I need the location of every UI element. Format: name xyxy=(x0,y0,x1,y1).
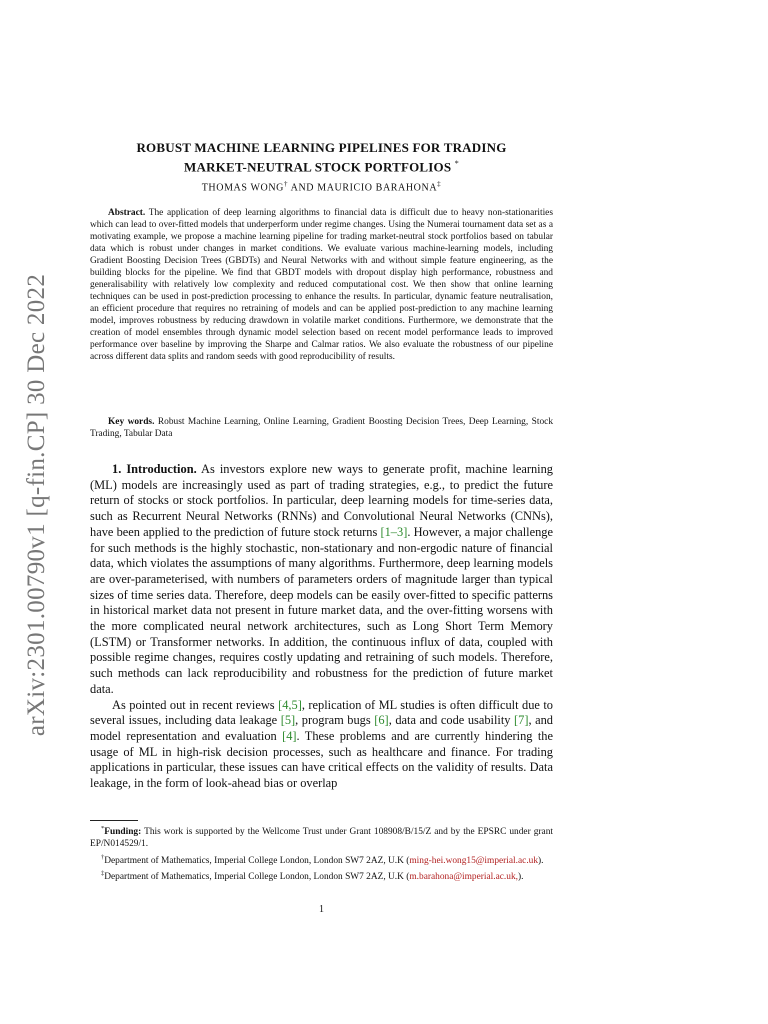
intro-p2-text-a: As pointed out in recent reviews xyxy=(112,697,279,712)
citation-link[interactable]: [4,5] xyxy=(278,697,302,712)
footnote-funding xyxy=(90,823,553,851)
email-link[interactable]: ming-hei.wong15@imperial.ac.uk xyxy=(409,855,539,866)
intro-p2-text-e: , and model representation and evaluation xyxy=(90,713,554,743)
affiliation-2-text: Department of Mathematics, Imperial College London, London SW7 2AZ, U.K ( xyxy=(104,871,410,882)
citation-link[interactable]: [7] xyxy=(514,713,529,728)
title-line-2-text: MARKET-NEUTRAL STOCK PORTFOLIOS xyxy=(184,159,452,175)
citation-link[interactable]: [1–3] xyxy=(380,524,408,539)
keywords-heading: Key words. xyxy=(108,417,155,427)
abstract-text: The application of deep learning algorithms to financial data is difficult due to heavy non-stationarities which can lead to over-fitted models that underperform under regime changes. Using the Numerai tournament data set as a motivating example, we propose a machine learning pipeline for trading market-neutral stock portfolios based on tabular data which is robust under changes in market conditions. We evaluate various machine-learning models, including Gradient Boosting Decision Trees (GBDTs) and Neural Networks with and without simple feature engineering, as the building blocks for the pipeline. We find that GBDT models with dropout display high performance, robustness and generalisability with relatively low complexity and reduced computational cost. We then show that online learning techniques can be used in post-prediction processing to enhance the results. In particular, dynamic feature neutralisation, an efficient procedure that requires no retraining of models and can be applied post-prediction to any machine learning model, improves robustness by reducing drawdown in volatile market conditions. Furthermore, we demonstrate that the creation of model ensembles through dynamic model selection based on recent model performance leads to improved performance over baseline by improving the Sharpe and Calmar ratios. We also evaluate the robustness of our pipeline across different data splits and random seeds with good reproducibility of results. xyxy=(90,208,553,362)
keywords-text: Robust Machine Learning, Online Learning, Gradient Boosting Decision Trees, Deep Learning, Stock Trading, Tabular Data xyxy=(90,417,554,439)
author-2: MAURICIO BARAHONA xyxy=(317,182,438,194)
affiliation-1-text: Department of Mathematics, Imperial College London, London SW7 2AZ, U.K ( xyxy=(104,855,410,866)
intro-p2-text-c: , program bugs xyxy=(295,713,375,728)
page-number: 1 xyxy=(319,904,324,915)
keywords xyxy=(90,416,553,440)
intro-paragraph-2 xyxy=(90,698,553,792)
citation-link[interactable]: [6] xyxy=(374,713,389,728)
authors-and: AND xyxy=(290,182,315,194)
section-introduction xyxy=(90,462,553,792)
footnote-affiliation-1 xyxy=(90,852,553,867)
author-list xyxy=(90,180,553,193)
arxiv-identifier-watermark xyxy=(20,262,54,748)
footnote-marker: ‡ xyxy=(101,869,105,877)
paper-title xyxy=(90,140,553,175)
intro-p1-text-b: . However, a major challenge for such methods is the highly stochastic, non-stationary and non-ergodic nature of financial data, which violates the assumptions of many algorithms. Furthermore, deep learning models are over-parameterised, with numbers of parameters orders of magnitude larger than typical sizes of time series data. Therefore, deep models can be easily over-fitted to specific patterns in historical market data not present in future market data, and the over-fitting worsens with the more complicated neural network architectures, such as Long Short Term Memory (LSTM) or Transformer networks. In addition, the continuous influx of data, coupled with possible regime changes, requires costly updating and retraining of such models. Therefore, such methods can lack reproducibility and robustness for the prediction of future market data. xyxy=(90,524,554,696)
intro-p2-text-b: , replication of ML studies is often difficult due to several issues, including data leakage xyxy=(90,697,554,728)
footnotes xyxy=(90,823,553,884)
intro-paragraph-1 xyxy=(90,462,553,698)
footnote-divider xyxy=(90,820,138,821)
arxiv-identifier-text: arXiv:2301.00790v1 [q-fin.CP] 30 Dec 2022 xyxy=(23,273,50,737)
email-link[interactable]: m.barahona@imperial.ac.uk, xyxy=(409,871,518,882)
footnote-affiliation-2 xyxy=(90,868,553,883)
citation-link[interactable]: [5] xyxy=(280,713,296,728)
intro-p2-text-d: , data and code usability xyxy=(388,713,515,728)
title-line-2 xyxy=(90,156,553,175)
intro-p2-text-f: . These problems and are currently hindering the usage of ML in high-risk decision processes, such as healthcare and finance. For trading applications in particular, these issues can have critical effects on the validity of results. Data leakage, in the form of look-ahead bias or overlap xyxy=(90,728,553,791)
citation-link[interactable]: [4] xyxy=(282,728,297,743)
intro-p1-text-a: As investors explore new ways to generate profit, machine learning (ML) models are increasingly used as part of trading strategies, e.g., to predict the future return of stocks or stock portfolios. In particular, deep learning models for time-series data, such as Recurrent Neural Networks (RNNs) and Convolutional Neural Networks (CNNs), have been applied to the prediction of future stock returns xyxy=(90,462,553,539)
footnote-marker: † xyxy=(101,853,105,861)
funding-text: This work is supported by the Wellcome Trust under Grant 108908/B/15/Z and by the EPSRC under grant EP/N014529/1. xyxy=(90,827,553,850)
section-heading: 1. Introduction. xyxy=(112,462,197,476)
affiliation-2-close: ). xyxy=(517,871,524,882)
footnote-marker: * xyxy=(101,825,105,832)
funding-heading: Funding: xyxy=(104,827,142,838)
author-1: THOMAS WONG xyxy=(201,182,284,194)
abstract xyxy=(90,207,553,363)
abstract-heading: Abstract. xyxy=(108,208,146,218)
author-2-mark[interactable]: ‡ xyxy=(437,180,442,188)
author-1-mark[interactable]: † xyxy=(283,180,289,188)
affiliation-1-close: ). xyxy=(538,855,544,866)
title-line-1: ROBUST MACHINE LEARNING PIPELINES FOR TRADING xyxy=(136,140,507,155)
title-footnote-marker[interactable]: * xyxy=(454,159,459,168)
